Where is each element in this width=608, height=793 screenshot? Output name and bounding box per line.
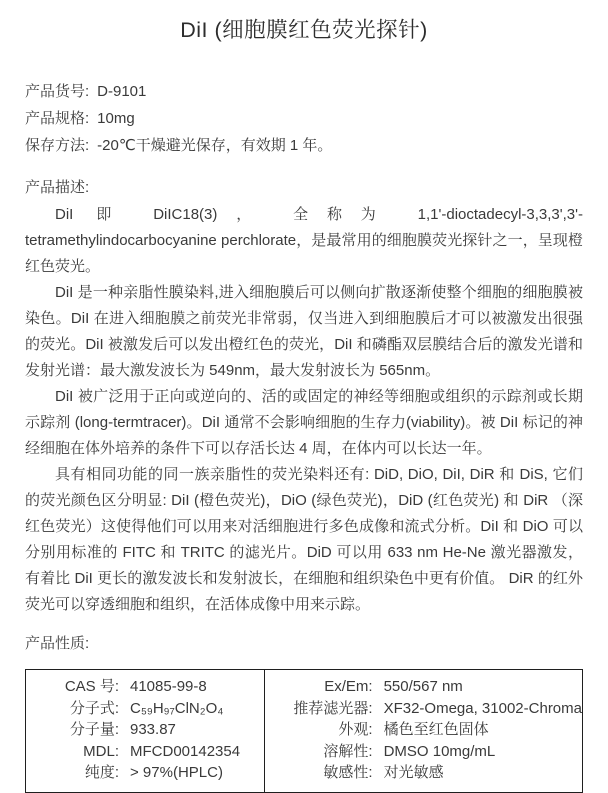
product-info-block (25, 78, 583, 159)
row-label: 分子式: (69, 699, 119, 717)
row-value: 41085-99-8 (130, 678, 207, 695)
row-value: C₅₉H₉₇ClN₂O₄ (130, 699, 224, 717)
row-label: 分子量: (69, 721, 119, 738)
info-row-catalog-number (25, 78, 583, 105)
row-label: MDL: (83, 742, 119, 760)
row-label: Ex/Em: (324, 678, 373, 695)
row-value: 对光敏感 (383, 764, 444, 781)
properties-table (25, 669, 583, 793)
properties-table-right-pane (265, 670, 582, 792)
row-label: 敏感性: (323, 764, 373, 781)
row-value: 550/567 nm (383, 678, 463, 695)
table-row-sensitivity (265, 762, 582, 784)
table-row-formula (26, 698, 264, 720)
table-row-solubility (265, 741, 582, 763)
row-value: > 97%(HPLC) (130, 764, 223, 781)
table-row-ex-em (265, 676, 582, 698)
info-row-specification (25, 105, 583, 132)
table-row-cas (26, 676, 264, 698)
product-datasheet (0, 15, 608, 793)
table-row-purity (26, 762, 264, 784)
table-row-mdl (26, 741, 264, 763)
info-value: 10mg (97, 110, 135, 127)
properties-heading: 产品性质: (25, 635, 90, 652)
description-paragraph: DiI 是一种亲脂性膜染料,进入细胞膜后可以侧向扩散逐渐使整个细胞的细胞膜被染色。DiI 在进入细胞膜之前荧光非常弱，仅当进入到细胞膜后才可以被激发出很强的荧光。DiI 被激发后可以发出橙红色的荧光，DiI 和磷酯双层膜结合后的激发光谱和发射光谱：最大激发波长为 549nm，最大发射波长为 565nm。 (25, 284, 583, 379)
info-label: 保存方法: (25, 137, 90, 154)
row-value: 橘色至红色固体 (383, 721, 489, 738)
info-row-storage (25, 132, 583, 159)
row-value: DMSO 10mg/mL (383, 742, 496, 760)
info-label: 产品货号: (25, 83, 90, 100)
table-row-filter (265, 698, 582, 720)
properties-table-left-pane (26, 670, 265, 792)
row-value: MFCD00142354 (130, 742, 241, 760)
row-label: 纯度: (84, 764, 119, 781)
page-title: DiI (细胞膜红色荧光探针) (180, 18, 428, 42)
info-label: 产品规格: (25, 110, 90, 127)
row-label: 推荐滤光器: (293, 699, 373, 717)
row-label: CAS 号: (64, 678, 119, 695)
info-value: D-9101 (97, 83, 147, 100)
row-value: XF32-Omega, 31002-Chroma (383, 699, 582, 717)
row-value: 933.87 (130, 721, 176, 738)
row-label: 外观: (338, 721, 373, 738)
description-paragraph: 具有相同功能的同一族亲脂性的荧光染料还有: DiD, DiO, DiI, DiR 和 DiS, 它们的荧光颜色区分明显: DiI (橙色荧光)，DiO (绿色荧光)，DiD (红色荧光) 和 DiR （深红色荧光）这使得他们可以用来对活细胞进行多色成像和流式分析。DiI 和 DiO 可以分别用标准的 FITC 和 TRITC 的滤光片。DiD 可以用 633 nm He-Ne 激光器激发，有着比 DiI 更长的激发波长和发射波长，在细胞和组织染色中更有价值。 DiR 的红外荧光可以穿透细胞和组织，在活体成像中用来示踪。 (25, 466, 583, 613)
description-paragraph: DiI 被广泛用于正向或逆向的、活的或固定的神经等细胞或组织的示踪剂或长期示踪剂 (long-termtracer)。DiI 通常不会影响细胞的生存力(viability)。被 DiI 标记的神经细胞在体外培养的条件下可以存活长达 4 周，在体内可以长达一年。 (25, 388, 583, 457)
description-heading: 产品描述: (25, 179, 90, 196)
description-body (25, 202, 583, 618)
info-value: -20℃干燥避光保存，有效期 1 年。 (97, 137, 333, 154)
row-label: 溶解性: (323, 742, 373, 760)
description-paragraph: DiI 即 DiIC18(3)， 全称为 1,1'-dioctadecyl-3,3,3',3'-tetramethylindocarbocyanine perchlorate，是最常用的细胞膜荧光探针之一，呈现橙红色荧光。 (25, 206, 583, 275)
